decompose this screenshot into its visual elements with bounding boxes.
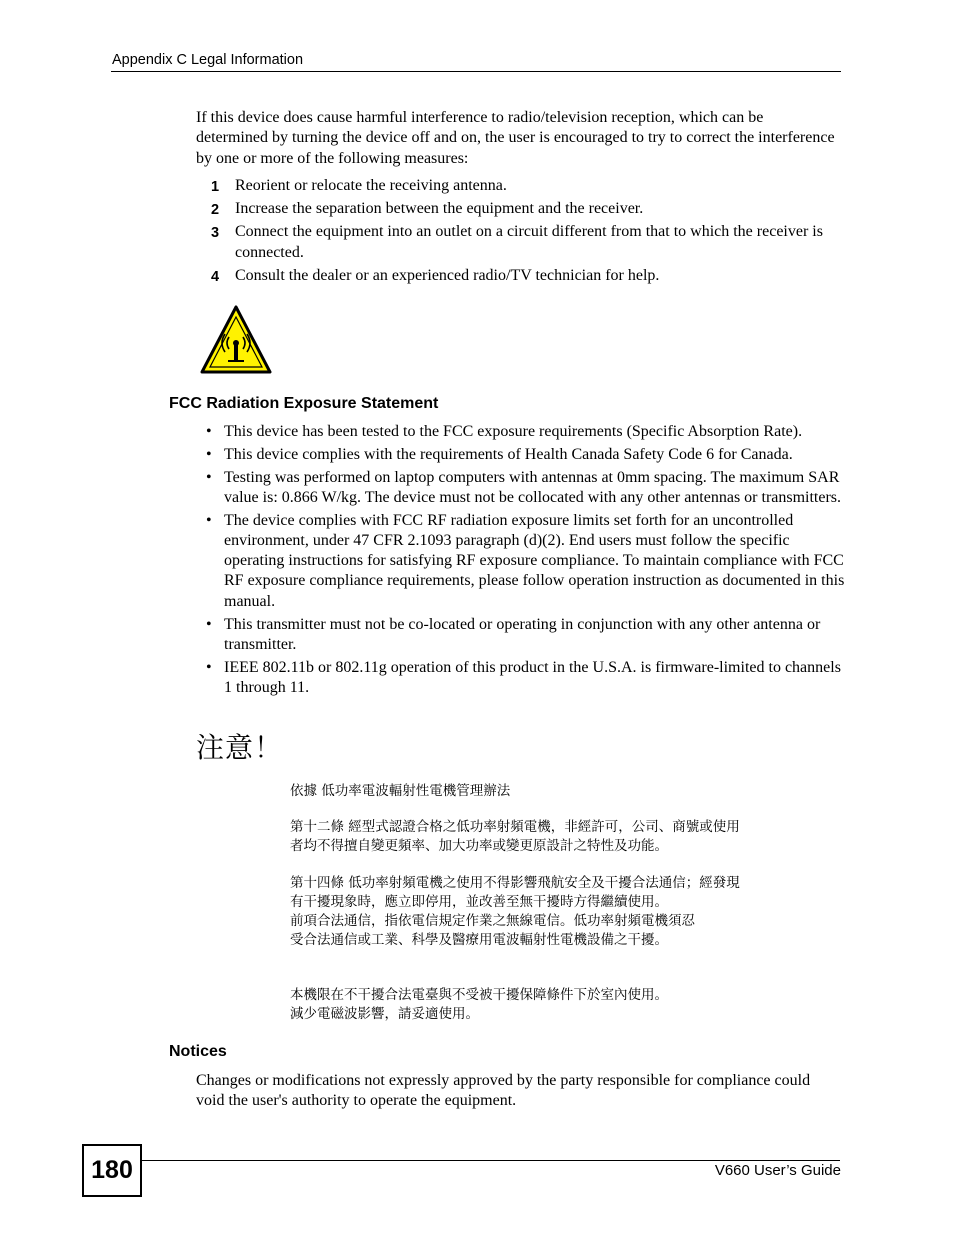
bullet: •: [206, 445, 212, 463]
chinese-line: 前項合法通信，指依電信規定作業之無線電信。低功率射頻電機須忍: [290, 913, 695, 929]
list-item-text: This device complies with the requirements of Health Canada Safety Code 6 for Canada.: [224, 445, 793, 463]
chinese-line: 本機限在不干擾合法電臺與不受被干擾保障條件下於室內使用。: [290, 987, 668, 1003]
list-item: [196, 222, 836, 263]
chinese-line: 減少電磁波影響，請妥適使用。: [290, 1006, 479, 1022]
list-number: 2: [211, 202, 220, 219]
list-item: [206, 658, 846, 698]
bullet: •: [206, 658, 212, 676]
list-item: [196, 266, 836, 287]
list-item: [206, 511, 846, 612]
list-item: [196, 199, 836, 220]
list-item-text: Increase the separation between the equipment and the receiver.: [235, 200, 644, 218]
chinese-line: 第十二條 經型式認證合格之低功率射頻電機，非經許可，公司、商號或使用: [290, 819, 740, 835]
list-number: 1: [211, 179, 220, 195]
list-item-text: Connect the equipment into an outlet on a circuit different from that to which the receiver is connected.: [235, 223, 823, 261]
list-item-text: This device has been tested to the FCC exposure requirements (Specific Absorption Rate).: [224, 423, 803, 440]
chinese-line: 受合法通信或工業、科學及醫療用電波輻射性電機設備之干擾。: [290, 932, 668, 948]
radiation-warning-icon: [200, 303, 272, 375]
chinese-line: 第十四條 低功率射頻電機之使用不得影響飛航安全及干擾合法通信；經發現: [290, 875, 740, 891]
bullet: •: [206, 511, 212, 529]
bullet: •: [206, 615, 212, 633]
list-item: [206, 468, 846, 508]
list-item: [196, 176, 836, 197]
header-rule: [111, 71, 841, 72]
list-item-text: Consult the dealer or an experienced radio/TV technician for help.: [235, 267, 660, 285]
list-item-text: Testing was performed on laptop computers with antennas at 0mm spacing. The maximum SAR value is: 0.866 W/kg. The device must not be collocated with any other antennas or transmitters.: [224, 468, 842, 506]
list-item-text: The device complies with FCC RF radiation exposure limits set forth for an uncontrolled environment, under 47 CFR 2.1093 paragraph (d)(2). End users must follow the specific operating instructions for satisfying RF exposure compliance. To maintain compliance with FCC RF exposure compliance requirements, please follow operation instruction as documented in this manual.: [224, 511, 845, 610]
running-header: Appendix C Legal Information: [112, 52, 304, 68]
list-item-text: Reorient or relocate the receiving antenna.: [235, 177, 507, 194]
chinese-indoor-restriction: [290, 986, 830, 1024]
interference-measures-list: [196, 176, 836, 289]
chinese-line: 者均不得擅自變更頻率、加大功率或變更原設計之特性及功能。: [290, 838, 668, 854]
list-item-text: IEEE 802.11b or 802.11g operation of this product in the U.S.A. is firmware-limited to channels 1 through 11.: [224, 658, 841, 696]
fcc-radiation-heading: FCC Radiation Exposure Statement: [169, 395, 439, 412]
bullet: •: [206, 423, 212, 440]
interference-intro-paragraph: If this device does cause harmful interference to radio/television reception, which can be determined by turning the device off and on, the user is encouraged to try to correct the interference by one or more of the following measures:: [196, 109, 835, 167]
list-number: 3: [211, 225, 220, 242]
list-item: [206, 422, 846, 442]
chinese-line: 依據 低功率電波輻射性電機管理辦法: [290, 783, 511, 799]
chinese-line: 有干擾現象時，應立即停用，並改善至無干擾時方得繼續使用。: [290, 894, 668, 910]
notices-heading: Notices: [169, 1043, 227, 1060]
chinese-law-title: [290, 782, 830, 801]
chinese-article-14: [290, 874, 830, 950]
page-number: 180: [82, 1144, 142, 1197]
notices-paragraph: Changes or modifications not expressly approved by the party responsible for compliance could void the user's authority to operate the equipment.: [196, 1072, 811, 1110]
chinese-article-12: [290, 818, 830, 856]
bullet: •: [206, 468, 212, 486]
running-footer: V660 User’s Guide: [714, 1162, 841, 1179]
footer-rule: [140, 1160, 840, 1161]
chinese-notice-title: 注意！: [196, 731, 284, 764]
fcc-statement-list: [206, 422, 846, 701]
list-item: [206, 615, 846, 655]
list-item: [206, 445, 846, 465]
list-number: 4: [211, 269, 220, 286]
list-item-text: This transmitter must not be co-located or operating in conjunction with any other antenna or transmitter.: [224, 615, 821, 653]
